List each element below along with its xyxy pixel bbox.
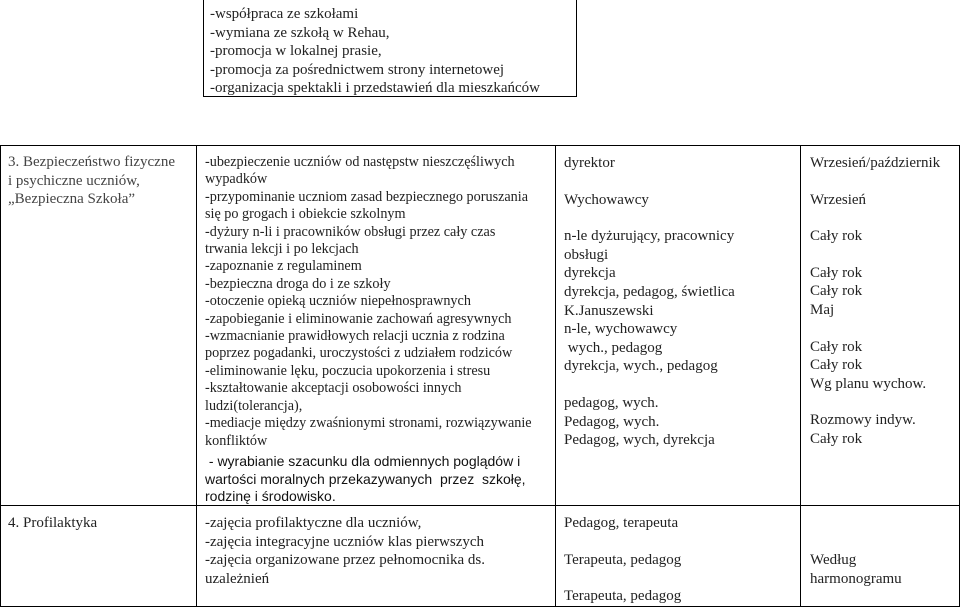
responsible-line: Pedagog, terapeuta — [564, 515, 679, 531]
responsible-line: n-le dyżurujący, pracownicy — [564, 228, 735, 245]
task-line: „Bezpieczna Szkoła” — [8, 191, 136, 208]
action-line: poprzez pogadanki, uroczystości z udziałem rodziców — [205, 345, 513, 362]
col-divider-1 — [0, 145, 1, 607]
action-line: wypadków — [205, 171, 268, 188]
responsible-line: Pedagog, wych. — [564, 413, 660, 430]
list-item: -organizacja spektakli i przedstawień dla mieszkańców — [210, 80, 541, 97]
row4-terms-cell — [810, 551, 902, 588]
action-line: -kształtowanie akceptacji osobowości innych — [205, 380, 462, 397]
task-line: i psychiczne uczniów, — [8, 172, 140, 189]
term-line: Cały rok — [810, 338, 863, 355]
action-line: -przypominanie uczniom zasad bezpiecznego poruszania — [205, 188, 529, 205]
term-line: Cały rok — [810, 264, 863, 281]
row4-actions-cell — [205, 514, 485, 588]
row3-task-cell — [8, 153, 175, 209]
top-box-text — [210, 5, 540, 98]
list-item: -współpraca ze szkołami — [210, 6, 359, 22]
action-line: -zapoznanie z regulaminem — [205, 258, 362, 275]
action-line: -mediacje między zwaśnionymi stronami, rozwiązywanie — [205, 415, 532, 432]
action-line: rodzinę i środowisko. — [205, 488, 336, 505]
action-line: -eliminowanie lęku, poczucia upokorzenia i stresu — [205, 362, 491, 379]
term-line: Wrzesień/październik — [810, 155, 941, 171]
list-item: -promocja w lokalnej prasie, — [210, 43, 382, 60]
table-bottom-border — [0, 606, 960, 607]
term-line: Rozmowy indyw. — [810, 412, 916, 429]
responsible-line: Pedagog, wych, dyrekcja — [564, 432, 715, 449]
responsible-line: K.Januszewski — [564, 302, 654, 319]
top-box-right-border — [576, 0, 577, 96]
row4-task-cell — [8, 514, 97, 533]
responsible-line: wych., pedagog — [564, 339, 663, 356]
task-line: 3. Bezpieczeństwo fizyczne — [8, 154, 175, 170]
action-line: -otoczenie opieką uczniów niepełnosprawnych — [205, 293, 471, 310]
row4-responsible-cell — [564, 514, 681, 606]
row3-terms-cell — [810, 154, 940, 449]
col-divider-2 — [196, 145, 197, 607]
action-sans-block — [205, 453, 532, 506]
row3-actions-cell — [205, 154, 532, 506]
action-line: -zajęcia integracyjne uczniów klas pierwszych — [205, 533, 485, 550]
action-line: uzależnień — [205, 570, 270, 587]
col-divider-4 — [800, 145, 801, 607]
action-line: -wzmacnianie prawidłowych relacji ucznia z rodzina — [205, 328, 505, 345]
responsible-line: obsługi — [564, 246, 609, 263]
row3-responsible-cell — [564, 154, 735, 450]
responsible-line: n-le, wychowawcy — [564, 321, 678, 338]
action-line: -zapobieganie i eliminowanie zachowań agresywnych — [205, 310, 512, 327]
responsible-line: Terapeuta, pedagog — [564, 588, 682, 605]
responsible-line: dyrekcja, wych., pedagog — [564, 358, 718, 375]
term-line: harmonogramu — [810, 570, 902, 587]
list-item: -wymiana ze szkołą w Rehau, — [210, 24, 390, 41]
col-divider-3 — [555, 145, 556, 607]
term-line: Cały rok — [810, 357, 863, 374]
term-line: Maj — [810, 301, 835, 318]
action-line: -zajęcia organizowane przez pełnomocnika ds. — [205, 552, 486, 569]
action-line: -zajęcia profilaktyczne dla uczniów, — [205, 515, 422, 531]
action-line: -ubezpieczenie uczniów od następstw nieszczęśliwych — [205, 154, 515, 170]
action-line: -dyżury n-li i pracowników obsługi przez cały czas — [205, 223, 496, 240]
term-line: Wrzesień — [810, 191, 867, 208]
action-line: konfliktów — [205, 432, 268, 449]
responsible-line: Terapeuta, pedagog — [564, 551, 682, 568]
responsible-line: Wychowawcy — [564, 191, 649, 208]
term-line: Według — [810, 552, 857, 568]
term-line: Wg planu wychow. — [810, 375, 927, 392]
action-line: - wyrabianie szacunku dla odmiennych poglądów i — [205, 452, 521, 469]
action-line: wartości moralnych przekazywanych przez szkołę, — [205, 470, 526, 487]
action-line: ludzi(tolerancja), — [205, 397, 303, 414]
top-box-left-border — [203, 0, 204, 96]
responsible-line: dyrekcja — [564, 265, 616, 282]
responsible-line: dyrektor — [564, 155, 615, 171]
action-line: trwania lekcji i po lekcjach — [205, 241, 359, 258]
task-line: 4. Profilaktyka — [8, 515, 98, 531]
action-line: -bezpieczna droga do i ze szkoły — [205, 275, 391, 292]
term-line: Cały rok — [810, 228, 863, 245]
list-item: -promocja za pośrednictwem strony internetowej — [210, 61, 505, 78]
term-line: Cały rok — [810, 283, 863, 300]
table-top-border — [0, 145, 960, 146]
term-line: Cały rok — [810, 430, 863, 447]
responsible-line: dyrekcja, pedagog, świetlica — [564, 283, 735, 300]
responsible-line: pedagog, wych. — [564, 394, 659, 411]
action-line: się po grogach i obiekcie szkolnym — [205, 206, 406, 223]
